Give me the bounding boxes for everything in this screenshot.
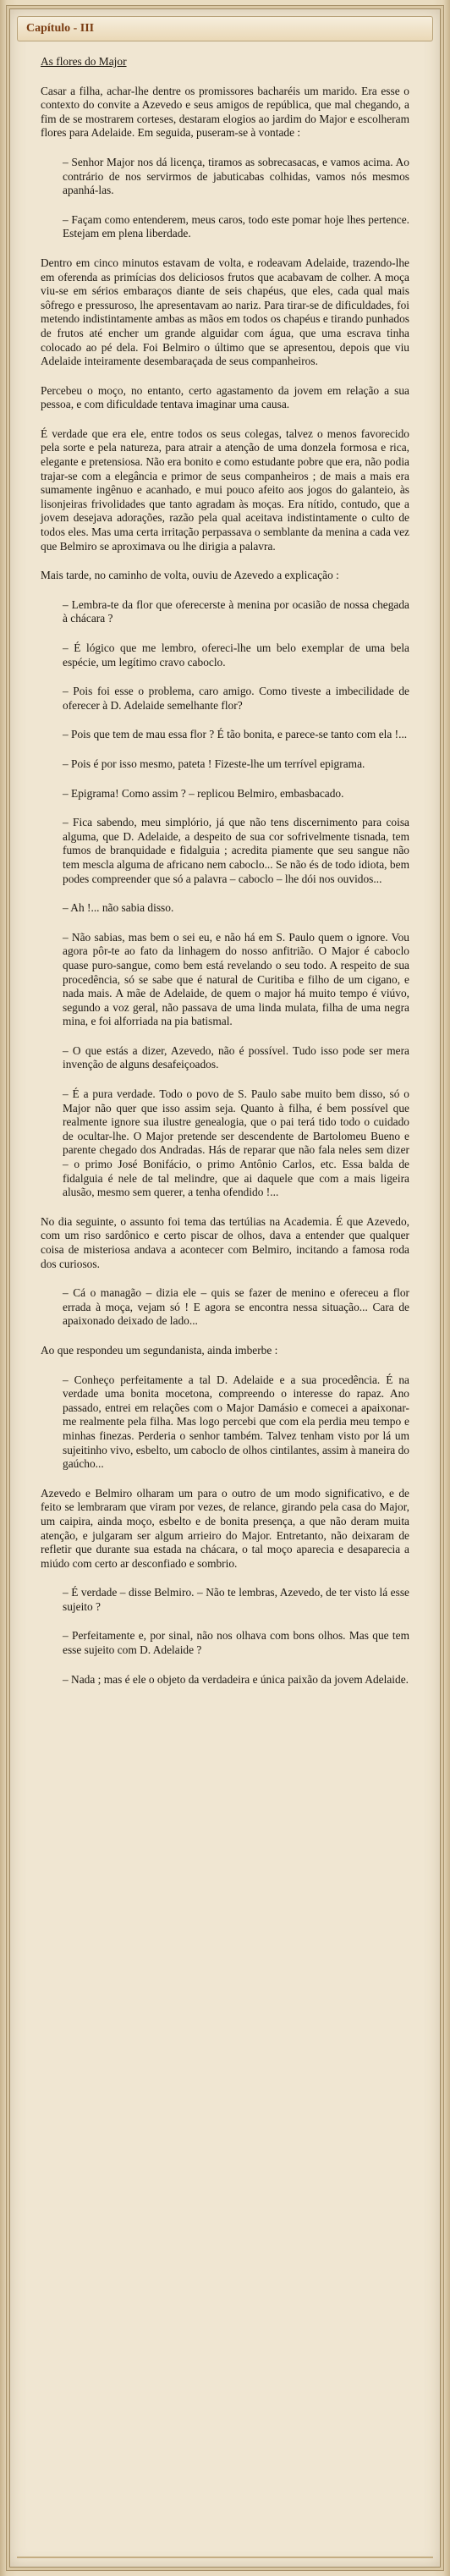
bottom-divider bbox=[17, 2557, 433, 2558]
narrative-paragraph: Azevedo e Belmiro olharam um para o outro de um modo significativo, e de feito se lembraram que viram por vezes, de relance, girando pela casa do Major, um caipira, ainda moço, esbelto e de bonita presença, a que não deram muita atenção, e julgaram ser algum arrieiro do Major. Entretanto, não deixaram de refletir que durante sua estada na chácara, o tal moço aparecia e desaparecia a miúdo com certo ar desconfiado e sombrio. bbox=[41, 1486, 409, 1570]
dialog-paragraph: – Ah !... não sabia disso. bbox=[63, 901, 174, 915]
dialog-paragraph: – É verdade – disse Belmiro. – Não te lembras, Azevedo, de ter visto lá esse sujeito ? bbox=[63, 1586, 409, 1613]
chapter-content bbox=[10, 41, 440, 1687]
dialog-paragraph: – Lembra-te da flor que oferecerste à menina por ocasião de nossa chegada à chácara ? bbox=[63, 597, 409, 625]
chapter-header bbox=[17, 16, 433, 41]
dialog-paragraph: – Epigrama! Como assim ? – replicou Belmiro, embasbacado. bbox=[63, 786, 344, 800]
narrative-paragraph: Dentro em cinco minutos estavam de volta, e rodeavam Adelaide, trazendo-lhe em oferenda as primícias dos deliciosos frutos que acabavam de colher. A moça viu-se em sérios embaraços diante de seis chapéus, que eles, cada qual mais sôfrego e pressuroso, lhe apresentavam ao nariz. Para tirar-se de dificuldades, foi metendo indistintamente ambas as mãos em todos os chapéus e tirando punhados de frutos até encher um grande alguidar com água, que uma escrava tinha colocado ao pé dela. Foi Belmiro o último que se apresentou, depois que viu Adelaide inteiramente desembaraçada de seus companheiros. bbox=[41, 256, 409, 368]
dialog-paragraph: – É a pura verdade. Todo o povo de S. Paulo sabe muito bem disso, só o Major não quer que isso assim seja. Quanto à filha, é bem possível que realmente ignore sua ilustre genealogia, que o pai terá tido todo o cuidado de ocultar-lhe. O Major pretende ser descendente de Bartolomeu Bueno e parente chegado dos Andradas. Hás de reparar que não fala neles sem dizer – o primo José Bonifácio, o primo Antônio Carlos, etc. Essa balda de fidalguia é nele de tal melindre, que ai daquele que com a mais ligeira alusão, mesmo sem querer, a tenha ofendido !... bbox=[63, 1087, 409, 1199]
paragraph-list bbox=[41, 85, 409, 1687]
dialog-paragraph: – Perfeitamente e, por sinal, não nos olhava com bons olhos. Mas que tem esse sujeito com D. Adelaide ? bbox=[63, 1629, 409, 1657]
dialog-paragraph: – É lógico que me lembro, ofereci-lhe um belo exemplar de uma bela espécie, um legítimo cravo caboclo. bbox=[63, 641, 409, 669]
narrative-paragraph: Percebeu o moço, no entanto, certo agastamento da jovem em relação a sua pessoa, e com dificuldade tentava imaginar uma causa. bbox=[41, 383, 409, 411]
dialog-paragraph: – Pois foi esse o problema, caro amigo. Como tiveste a imbecilidade de oferecer à D. Adelaide semelhante flor? bbox=[63, 685, 409, 712]
narrative-paragraph: Ao que respondeu um segundanista, ainda imberbe : bbox=[41, 1343, 278, 1357]
dialog-paragraph: – Não sabias, mas bem o sei eu, e não há em S. Paulo quem o ignore. Vou agora pôr-te ao fato da linhagem do nosso anfitrião. O Major é caboclo quase puro-sangue, como bem está revelando o seu todo. A respeito de sua procedência, só se sabe que é natural de Curitiba e filho de um cigano, e nada mais. A mãe de Adelaide, de quem o major há muito tempo é viúvo, segundo a voz geral, não passava de uma linda mulata, filha de uma negra mina, e foi alforriada na pia batismal. bbox=[63, 930, 409, 1028]
section-title: As flores do Major bbox=[41, 55, 127, 68]
dialog-paragraph: – Fica sabendo, meu simplório, já que não tens discernimento para coisa alguma, que D. Adelaide, a despeito de sua cor sofrivelmente tisnada, tem fumos de branquidade e fidalguia ; acredita piamente que seu sangue não tem mescla alguma de africano nem caboclo... Se não és de todo idiota, bem podes compreender que só a palavra – caboclo – lhe dói nos ouvidos... bbox=[63, 816, 409, 885]
narrative-paragraph: Casar a filha, achar-lhe dentre os promissores bacharéis um marido. Era esse o contexto do convite a Azevedo e seus amigos de república, que mal chegando, a fim de se mostrarem corteses, destaram elogios ao jardim do Major e escolheram flores para Adelaide. Em seguida, puseram-se à vontade : bbox=[41, 84, 409, 140]
dialog-paragraph: – Cá o managão – dizia ele – quis se fazer de menino e ofereceu a flor errada à moça, vejam só ! E agora se encontra nessa situação... Cara de apaixonado deixado de lado... bbox=[63, 1286, 409, 1328]
chapter-title: Capítulo - III bbox=[26, 22, 95, 35]
dialog-paragraph: – Nada ; mas é ele o objeto da verdadeira e única paixão da jovem Adelaide. bbox=[63, 1672, 409, 1686]
dialog-paragraph: – Pois que tem de mau essa flor ? É tão bonita, e parece-se tanto com ela !... bbox=[63, 728, 408, 741]
narrative-paragraph: Mais tarde, no caminho de volta, ouviu de Azevedo a explicação : bbox=[41, 569, 339, 582]
narrative-paragraph: No dia seguinte, o assunto foi tema das tertúlias na Academia. É que Azevedo, com um riso sardônico e certo piscar de olhos, dava a entender que qualquer coisa de misteriosa andava a acontecer com Belmiro, incitando a famosa roda dos curiosos. bbox=[41, 1214, 409, 1270]
dialog-paragraph: – Façam como entenderem, meus caros, todo este pomar hoje lhes pertence. Estejam em plena liberdade. bbox=[63, 212, 409, 240]
dialog-paragraph: – Pois é por isso mesmo, pateta ! Fizeste-lhe um terrível epigrama. bbox=[63, 757, 365, 770]
narrative-paragraph: É verdade que era ele, entre todos os seus colegas, talvez o menos favorecido pela sorte e pela natureza, para atrair a atenção de uma donzela formosa e rica, elegante e pretensiosa. Não era bonito e como estudante pobre que era, não podia trajar-se com a elegância e primor de seus companheiros ; de mais a mais era sumamente ingênuo e acanhado, e mui pouco afeito aos jogos do galanteio, às lisonjeiras frivolidades que tanto agradam às moças. Era nítido, contudo, que a jovem desejava adorações, razão pela qual aceitava indistintamente o culto de todos eles. Mas uma certa irritação perpassava o semblante da menina a cada vez que Belmiro se aproximava ou lhe dirigia a palavra. bbox=[41, 427, 409, 553]
dialog-paragraph: – Senhor Major nos dá licença, tiramos as sobrecasacas, e vamos acima. Ao contrário de nos servirmos de jabuticabas colhidas, vamos nós mesmos apanhá-las. bbox=[63, 155, 409, 197]
dialog-paragraph: – O que estás a dizer, Azevedo, não é possível. Tudo isso pode ser mera invenção de alguns desafeiçoados. bbox=[63, 1043, 409, 1071]
parchment-sheet bbox=[9, 8, 441, 2568]
dialog-paragraph: – Conheço perfeitamente a tal D. Adelaide e a sua procedência. É na verdade uma bonita mocetona, compreendo o interesse do rapaz. Ano passado, entrei em relações com o Major Damásio e comecei a apaixonar-me realmente pela filha. Mas logo percebi que com ela perdia meu tempo e minhas finezas. Perderia o senhor também. Talvez tenham visto por lá um sujeitinho vivo, esbelto, um caboclo de olhos cintilantes, assim à maneira do gaúcho... bbox=[63, 1373, 409, 1471]
